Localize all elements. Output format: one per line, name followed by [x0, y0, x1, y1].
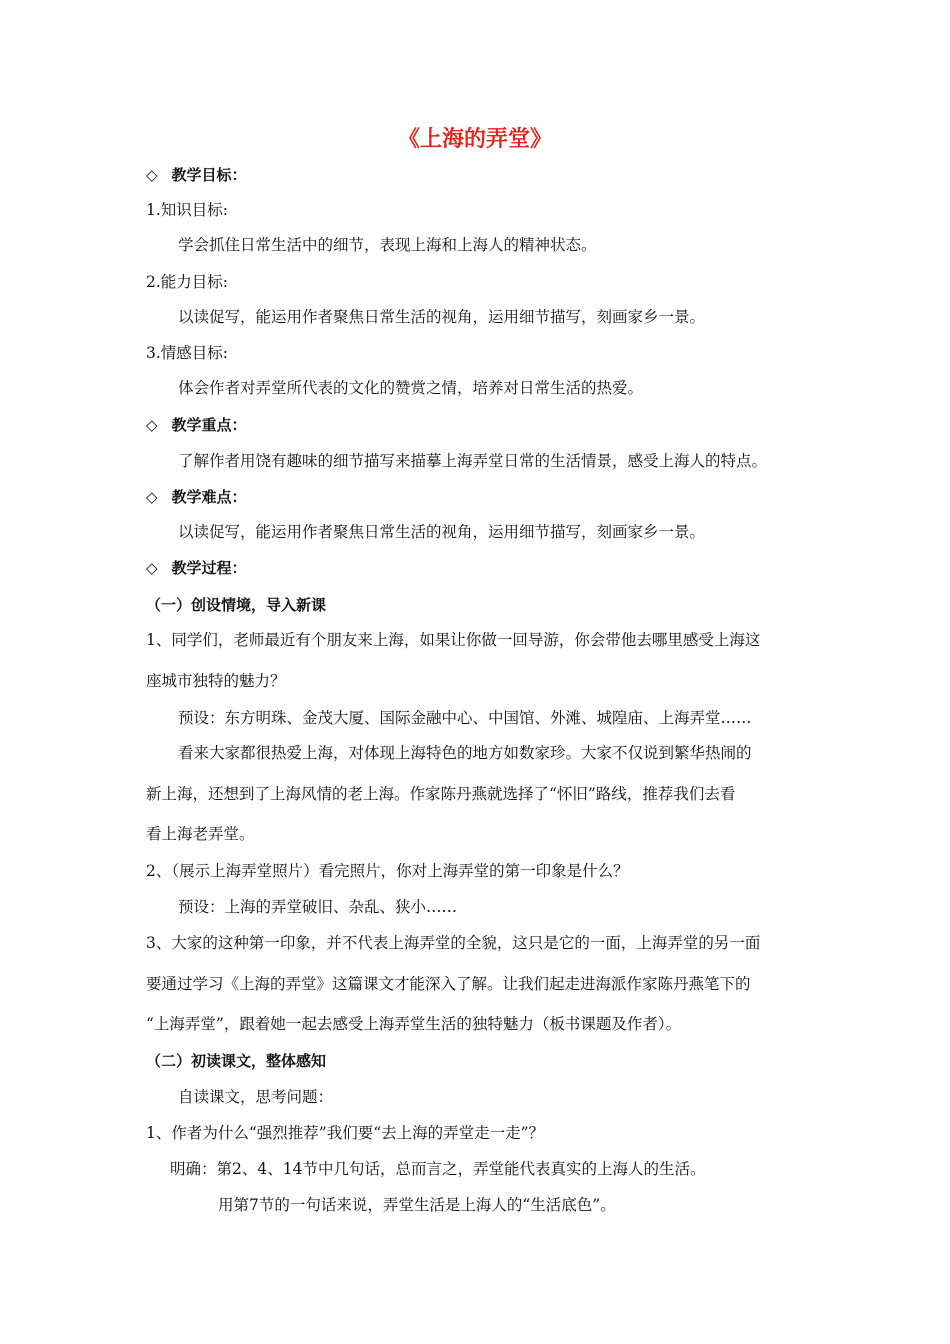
part2-intro: 自读课文，思考问题：: [178, 1088, 334, 1106]
p3-line1: 3、大家的这种第一印象，并不代表上海弄堂的全貌，这只是它的一面，上海弄堂的另一面: [146, 934, 761, 952]
goal1-label: 1.知识目标:: [146, 201, 229, 219]
p1-line1: 1、同学们，老师最近有个朋友来上海，如果让你做一回导游，你会带他去哪里感受上海这: [146, 631, 761, 649]
q1-answer: 明确：第2、4、14节中几句话，总而言之，弄堂能代表真实的上海人的生活。: [170, 1160, 706, 1178]
diamond-bullet-icon: ◇: [146, 416, 158, 434]
p1-preset: 预设：东方明珠、金茂大厦、国际金融中心、中国馆、外滩、城隍庙、上海弄堂……: [178, 709, 752, 727]
q1: 1、作者为什么“强烈推荐”我们要“去上海的弄堂走一走”？: [146, 1124, 545, 1142]
difficulty-heading-text: 教学难点：: [171, 488, 247, 506]
part2-heading: （二）初读课文，整体感知: [146, 1052, 327, 1070]
document-title: 《上海的弄堂》: [397, 127, 552, 152]
goal2-label: 2.能力目标:: [146, 273, 229, 291]
goal3-label: 3.情感目标:: [146, 344, 229, 362]
p2-preset: 预设：上海的弄堂破旧、杂乱、狭小……: [178, 898, 458, 916]
p2-line1: 2、（展示上海弄堂照片）看完照片，你对上海弄堂的第一印象是什么？: [146, 862, 629, 880]
goals-heading-text: 教学目标：: [171, 166, 247, 184]
p1-line2: 座城市独特的魅力？: [146, 672, 286, 690]
goals-heading: [146, 165, 247, 185]
key-text: 了解作者用饶有趣味的细节描写来描摹上海弄堂日常的生活情景，感受上海人的特点。: [178, 452, 768, 470]
diamond-bullet-icon: ◇: [146, 166, 158, 184]
part1-heading: （一）创设情境，导入新课: [146, 596, 327, 614]
key-heading-text: 教学重点：: [171, 416, 247, 434]
process-heading: [146, 558, 247, 578]
p1-para-line1: 看来大家都很热爱上海，对体现上海特色的地方如数家珍。大家不仅说到繁华热闹的: [178, 744, 752, 762]
p1-para-line2: 新上海，还想到了上海风情的老上海。作家陈丹燕就选择了“怀旧”路线，推荐我们去看: [146, 785, 736, 803]
process-heading-text: 教学过程：: [171, 559, 247, 577]
difficulty-text: 以读促写，能运用作者聚焦日常生活的视角，运用细节描写，刻画家乡一景。: [178, 523, 706, 541]
p1-para-line3: 看上海老弄堂。: [146, 825, 255, 843]
diamond-bullet-icon: ◇: [146, 559, 158, 577]
goal1-text: 学会抓住日常生活中的细节，表现上海和上海人的精神状态。: [178, 236, 597, 254]
difficulty-heading: [146, 487, 247, 507]
p3-line3: “上海弄堂”，跟着她一起去感受上海弄堂生活的独特魅力（板书课题及作者）。: [146, 1015, 682, 1033]
p3-line2: 要通过学习《上海的弄堂》这篇课文才能深入了解。让我们起走进海派作家陈丹燕笔下的: [146, 975, 751, 993]
q1-answer-2: 用第7节的一句话来说，弄堂生活是上海人的“生活底色”。: [218, 1196, 616, 1214]
diamond-bullet-icon: ◇: [146, 488, 158, 506]
goal3-text: 体会作者对弄堂所代表的文化的赞赏之情，培养对日常生活的热爱。: [178, 379, 644, 397]
goal2-text: 以读促写，能运用作者聚焦日常生活的视角，运用细节描写，刻画家乡一景。: [178, 308, 706, 326]
key-heading: [146, 415, 247, 435]
